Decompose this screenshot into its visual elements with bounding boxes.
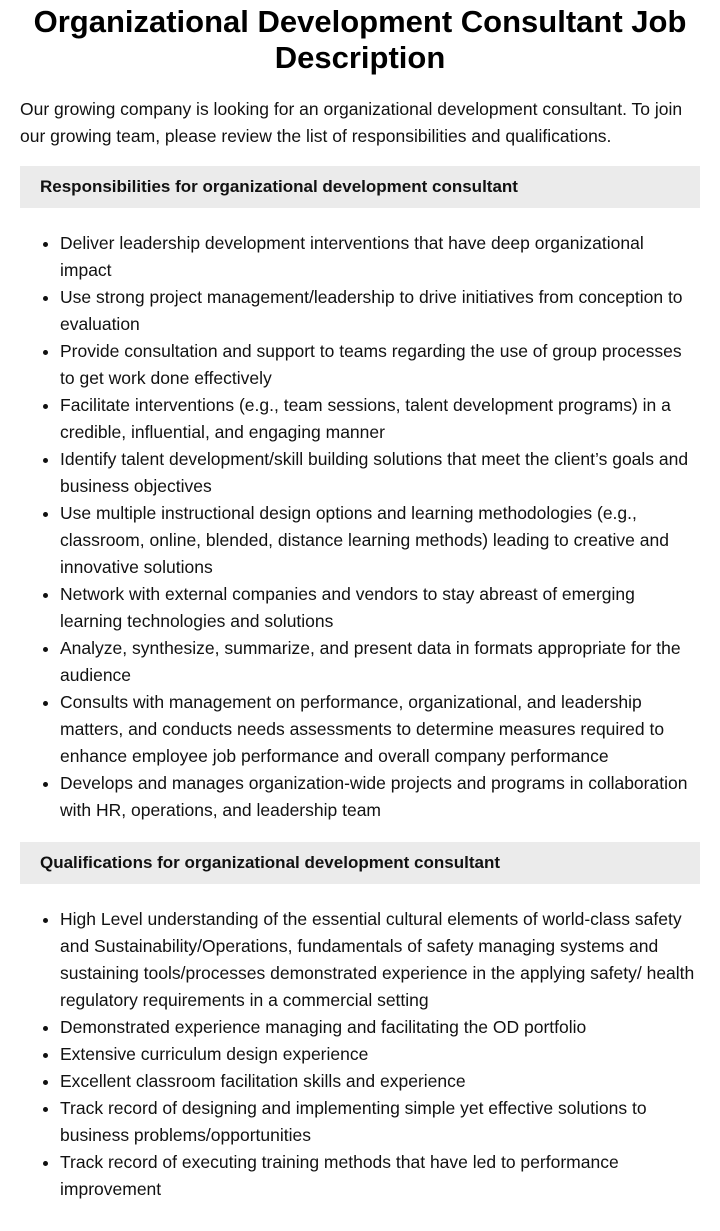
responsibilities-heading: Responsibilities for organizational development consultant (20, 166, 700, 208)
list-item: • Facilitate interventions (e.g., team sessions, talent development programs) in a credible, influential, and engaging manner (60, 392, 700, 446)
list-item: • High Level understanding of the essential cultural elements of world-class safety and Sustainability/Operations, fundamentals of safety managing systems and sustaining tools/processes demonstrated experience in the applying safety/ health regulatory requirements in a commercial setting (60, 906, 700, 1014)
qualifications-heading: Qualifications for organizational development consultant (20, 842, 700, 884)
list-item: • Deliver leadership development interventions that have deep organizational impact (60, 230, 700, 284)
list-item: • Track record of executing training methods that have led to performance improvement (60, 1149, 700, 1203)
job-description (0, 4, 720, 1203)
list-item: • Track record of designing and implementing simple yet effective solutions to business problems/opportunities (60, 1095, 700, 1149)
responsibilities-list (20, 230, 700, 824)
qualifications-list (20, 906, 700, 1203)
list-item: • Excellent classroom facilitation skills and experience (60, 1068, 700, 1095)
intro-paragraph: Our growing company is looking for an organizational development consultant. To join our growing team, please review the list of responsibilities and qualifications. (20, 99, 683, 146)
list-item: • Network with external companies and vendors to stay abreast of emerging learning technologies and solutions (60, 581, 700, 635)
list-item: • Consults with management on performance, organizational, and leadership matters, and conducts needs assessments to determine measures required to enhance employee job performance and overall company performance (60, 689, 700, 770)
list-item: • Use multiple instructional design options and learning methodologies (e.g., classroom, online, blended, distance learning methods) leading to creative and innovative solutions (60, 500, 700, 581)
list-item: • Develops and manages organization-wide projects and programs in collaboration with HR, operations, and leadership team (60, 770, 700, 824)
list-item: • Extensive curriculum design experience (60, 1041, 700, 1068)
page-title: Organizational Development Consultant Job Description (33, 4, 687, 75)
list-item: • Analyze, synthesize, summarize, and present data in formats appropriate for the audience (60, 635, 700, 689)
list-item: • Identify talent development/skill building solutions that meet the client’s goals and business objectives (60, 446, 700, 500)
list-item: • Provide consultation and support to teams regarding the use of group processes to get work done effectively (60, 338, 700, 392)
list-item: • Use strong project management/leadership to drive initiatives from conception to evaluation (60, 284, 700, 338)
list-item: • Demonstrated experience managing and facilitating the OD portfolio (60, 1014, 700, 1041)
